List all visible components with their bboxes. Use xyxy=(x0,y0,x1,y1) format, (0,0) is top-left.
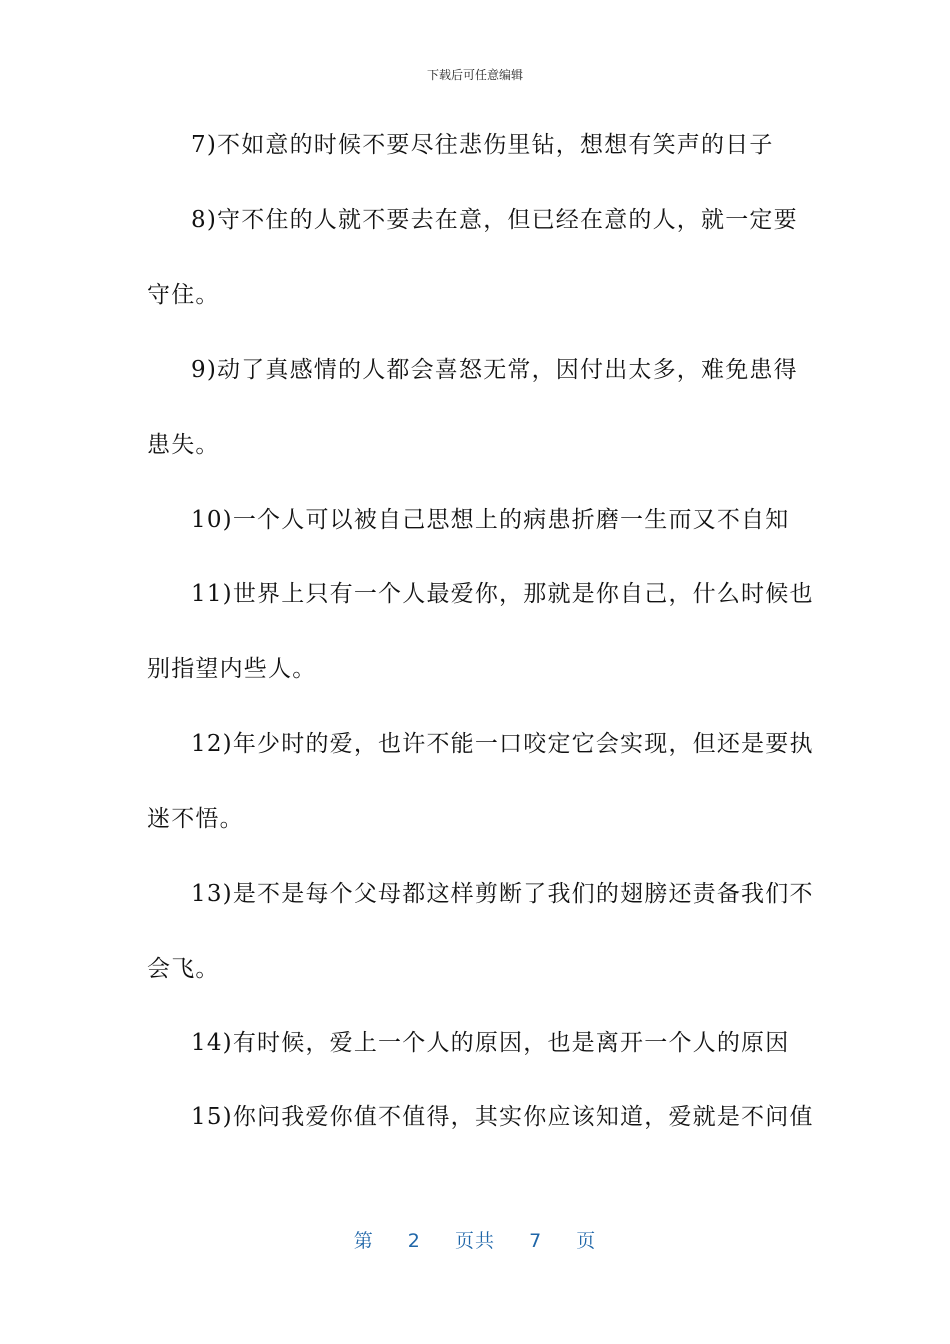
footer-total-pages: 7 xyxy=(529,1230,543,1252)
paragraph-line: 11)世界上只有一个人最爱你，那就是你自己，什么时候也 xyxy=(191,581,814,607)
paragraph-line: 患失。 xyxy=(147,432,220,458)
paragraph-line: 守住。 xyxy=(147,282,220,308)
footer-page-unit-end: 页 xyxy=(576,1230,597,1252)
header-note: 下载后可任意编辑 xyxy=(426,68,523,82)
paragraph-line: 别指望内些人。 xyxy=(147,656,317,682)
paragraph-line: 9)动了真感情的人都会喜怒无常，因付出太多，难免患得 xyxy=(191,357,798,383)
paragraph-line: 15)你问我爱你值不值得，其实你应该知道，爱就是不问值 xyxy=(191,1104,814,1130)
paragraph-line: 14)有时候，爱上一个人的原因，也是离开一个人的原因 xyxy=(191,1030,790,1056)
paragraph-line: 10)一个人可以被自己思想上的病患折磨一生而又不自知 xyxy=(191,507,790,533)
footer-page-label: 第 xyxy=(353,1230,374,1252)
paragraph-line: 12)年少时的爱，也许不能一口咬定它会实现，但还是要执 xyxy=(191,731,814,757)
paragraph-line: 7)不如意的时候不要尽往悲伤里钻，想想有笑声的日子 xyxy=(191,132,774,158)
paragraph-line: 8)守不住的人就不要去在意，但已经在意的人，就一定要 xyxy=(191,207,798,233)
paragraph-line: 迷不悟。 xyxy=(147,806,244,832)
page-footer xyxy=(0,1226,950,1253)
footer-current-page: 2 xyxy=(407,1230,421,1252)
footer-page-unit: 页共 xyxy=(454,1230,495,1252)
paragraph-line: 13)是不是每个父母都这样剪断了我们的翅膀还责备我们不 xyxy=(191,881,814,907)
paragraph-line: 会飞。 xyxy=(147,956,220,982)
